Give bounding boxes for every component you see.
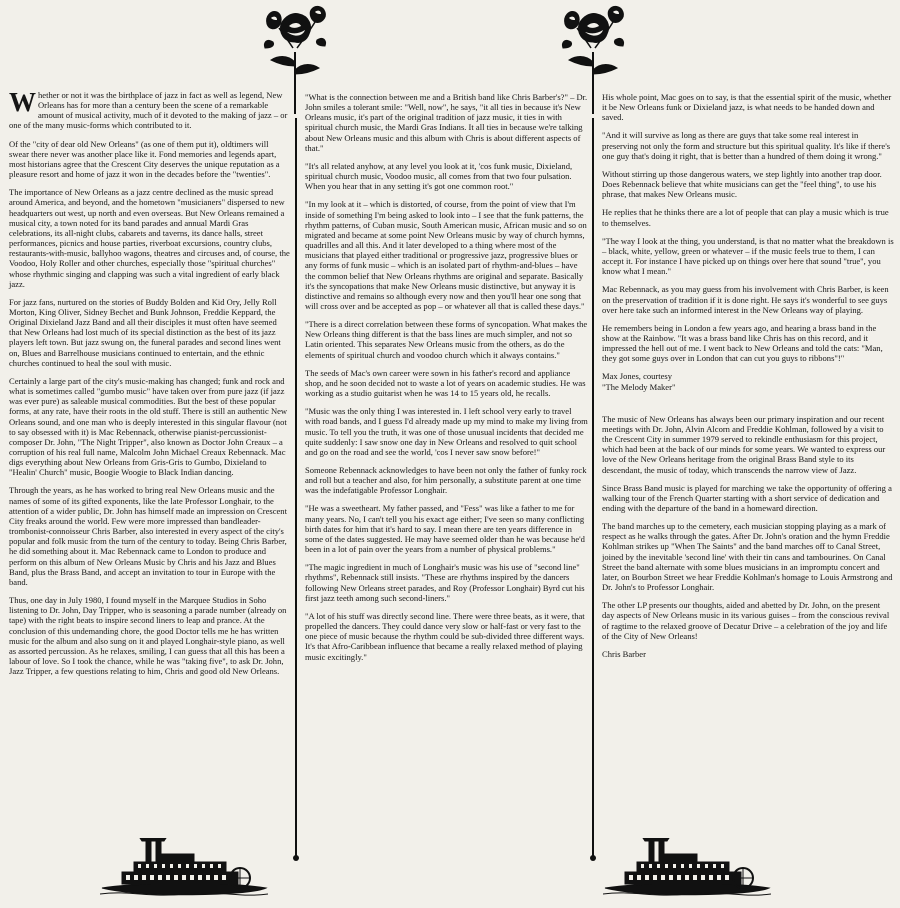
riverboat-icon (603, 838, 771, 900)
author-credit: Max Jones, courtesy "The Melody Maker" (602, 371, 676, 392)
paragraph: Through the years, as he has worked to bring real New Orleans music and the names of some of its gifted exponents, like the late Professor Longhair, to the attention of a wider public, Dr. John has himself made an impression on Crescent City freaks around the world. Few were more impressed than bandleader-trombonist-connoisseur Chris Barber, also interested in every aspect of the city's popular and folk music from the turn of the century to today. Being Chris Barber, he did something about it. Mac Rebennack came to London to produce and perform on this album of New Orleans Music by Chris and his Jazz and Blues Band, plus the Brass Band, and accept an invitation to tour in Europe with the band. (9, 485, 287, 587)
paragraph: Since Brass Band music is played for marching we take the opportunity of offering a walking tour of the French Quarter starting with a short service of dedication and ending with the departure of the band in a homeward direction. (602, 482, 892, 513)
paragraph: "In my look at it – which is distorted, of course, from the point of view that I'm inside of something I'm being asked to look into – I see that the funk patterns, the rhythm patterns, of Cuban music, South American music, African music and so on migrated and became at some point New Orleans music by way of church hymns, quadrilles and all this. And it later developed to a thing where most of the musicians that played either traditional or progressive jazz, progressive blues or any forms of funk music – which is an isolated part of rhythm-and-blues – have the common belief that New Orleans rhythms are original and separate. Basically it's the syncopations that make New Orleans music distinctive, but anyway it is distinctive and remains so although every now and then you'll hear one song that will cross over and be accepted as pop – or whatever all that is called these days." (305, 199, 587, 311)
paragraph: Without stirring up those dangerous waters, we step lightly into another trap door. Does Rebennack believe that white musicians can get the "feel thing", to use his phrase, that makes New Orleans music. (602, 168, 882, 200)
drop-cap: W (9, 87, 36, 117)
paragraph: Whether or not it was the birthplace of jazz in fact as well as legend, New Orleans has for more than a century been the scene of a remarkable amount of musical activity, much of it devoted to the making of jazz – or one of the many music-forms which contributed to it. (9, 87, 288, 131)
paragraph: The band marches up to the cemetery, each musician stopping playing as a mark of respect as he walks through the gates. After Dr. John's oration and the hymn Freddie Kohlman strikes up "When The Saints" and the band marches off to Canal Street, joined by the inevitable 'second line' with their tin cans and tambourines. On Canal Street the band alternate with some blues musicians in an impromptu concert and later, on Bourbon Street we hear Freddie Kohlman's homage to Louis Armstrong and Dr. John's to Professor Longhair. (602, 521, 893, 593)
text-column-2 (305, 92, 588, 670)
riverboat-icon (100, 838, 268, 900)
paragraph: "What is the connection between me and a British band like Chris Barber's?" – Dr. John smiles a tolerant smile: "Well, now", he says, "it all ties in because it's New Orleans music, it's part of the original tradition of jazz music, it ties in with spiritual church music, the Mardi Gras Indians. It all ties in because we're talking about New Orleans music and this album with Chris is about different aspects of that." (305, 92, 588, 153)
paragraph: "He was a sweetheart. My father passed, and "Fess" was like a father to me for many years. No, I can't tell you his exact age either; I've seen so many conflicting birth dates for him that it's hard to say. I mean there are ten years difference in some of the dates suggested. He may have seemed older than he was because he'd been in a lot of pain over the years from a number of physical problems." (305, 503, 585, 555)
paragraph: Thus, one day in July 1980, I found myself in the Marquee Studios in Soho listening to Dr. John, Day Tripper, who is seasoning a parade number (already on tape) with the right beats to inspire second liners to leap and prance. At the conclusion of this undemanding chore, the good Doctor tells me he has written music for the album and also sung on it and played Longhair-style piano, as well as assorted percussion. As he relaxes, smiling, I can guess that all this has been a labour of love. So I took the chance, while he was "taking five", to ask Dr. John, Jazz Tripper, a few questions relating to him, Chris and good old New Orleans. (9, 595, 287, 677)
paragraph: "And it will survive as long as there are guys that take some real interest in preserving not only the form and structure but this spiritual quality. It's like if there's one guy that's doing it right, that is better than a hundred of them doing it wrong." (602, 130, 891, 161)
paragraph: "There is a direct correlation between these forms of syncopation. What makes the New Orleans thing different is that the bass lines are much simpler, and not so Latin oriented. This separates New Orleans music from the others, as do the elements of spiritual church and voodoo church which it always contains." (305, 319, 588, 360)
paragraph: "The way I look at the thing, you understand, is that no matter what the breakdown is – black, white, yellow, green or whatever – if the music feels true to them, I can accept it. For instance I have picked up on things over here that sound "true", you know what I mean." (602, 235, 894, 277)
divider-end-dot (590, 855, 596, 861)
paragraph: Certainly a large part of the city's music-making has changed; funk and rock and what is sometimes called "gumbo music" have taken over from pure jazz (if jazz was ever pure) as saleable musical commodities. But the best of these popular forms, at any rate, have their roots in the old stuff. There is still an authentic New Orleans sound, and one man who is deeply interested in this singular flavour (not to say obsessed with it) is Mac Rebennack, otherwise pianist-percussionist-composer Dr. John, "The Night Tripper", also known as Doctor John Creaux – a corruption of his real full name, Malcolm John Michael Creaux Rebennack. Mac digs everything about New Orleans from Gris-Gris to Gumbo, Dixieland to "Healin' Church" music, Boogie Woogie to Black Indian dancing. (9, 375, 288, 478)
author-signature: Chris Barber (602, 648, 646, 659)
paragraph: The importance of New Orleans as a jazz centre declined as the music spread around America, and beyond, and the hometown "musicianers" dispersed to new headquarters out west, up north and even overseas. But New Orleans remained a musical city, a town noted for its band parades and annual Mardi Gras celebrations, its all-night clubs, cabarets and taverns, its dance halls, street performances, picnics and house parties, riverboat excursions, country clubs, restaurants-with-music, ballyhoo wagons, theatres and circuses and, of course, the Voodoo, Holy Roller and other churches, especially those "spiritual churches" whose rhythmic singing and clapping was such a vital ingredient of early black jazz. (9, 187, 290, 289)
paragraph: "Music was the only thing I was interested in. I left school very early to travel with road bands, and I guess I'd already made up my mind to make my living from music. To tell you the truth, it was one of those unusual incidents that decided me quite suddenly: I saw snow one day in New Orleans and resolved to quit school and go on the road and see the world, 'cos I never saw snow before!" (305, 406, 588, 457)
paragraph: The music of New Orleans has always been our primary inspiration and our recent meetings with Dr. John, Alvin Alcorn and Freddie Kohlman, followed by a visit to the Crescent City in summer 1979 served to rekindle enthusiasm for this project, which had been at the back of our minds for some years. We wanted to express our love of the New Orleans heritage from the original Brass Band style to its descendant, the music of today, which transcends the narrow view of Jazz. (602, 413, 886, 475)
divider-end-dot (293, 855, 299, 861)
paragraph: He replies that he thinks there are a lot of people that can play a music which is true to themselves. (602, 207, 889, 228)
column-divider (295, 118, 297, 858)
column-divider (592, 118, 594, 858)
paragraph: His whole point, Mac goes on to say, is that the essential spirit of the music, whether it be New Orleans funk or Dixieland jazz, is what needs to be handed down and saved. (602, 92, 892, 123)
paragraph: The seeds of Mac's own career were sown in his father's record and appliance shop, and he soon decided not to waste a lot of years on academic studies. He was working as a studio guitarist when he was 14 to 15 years old, he recalls. (305, 367, 586, 399)
text-column-3 (602, 92, 894, 667)
text-column-1 (9, 87, 290, 684)
paragraph: Of the "city of dear old New Orleans" (as one of them put it), oldtimers will swear there never was another place like it. Fond memories and legends apart, most historians agree that the Crescent City deserves the unique reputation as a pleasure resort and home of jazz it won in the decades before the "twenties". (9, 138, 280, 180)
paragraph: He remembers being in London a few years ago, and hearing a brass band in the show at the Rainbow. "It was a brass band like Chris has on this record, and it impressed the hell out of me. I went back to New Orleans and told the cats: "Man, they got some guys over in London that can cut you guys to ribbons"!" (602, 322, 883, 364)
paragraph: "It's all related anyhow, at any level you look at it, 'cos funk music, Dixieland, spiritual church music, Voodoo music, all comes from that two four pulsation. When you hear that in any setting it's got one common root." (305, 160, 573, 192)
paragraph: The other LP presents our thoughts, aided and abetted by Dr. John, on the present day aspects of New Orleans music in its various guises – from the conscious revival of ragtime to the relaxed groove of Decatur Drive – a celebration of the joy and life of the City of New Orleans! (602, 600, 890, 641)
paragraph: Someone Rebennack acknowledges to have been not only the father of funky rock and roll but a teacher and also, for him personally, a substitute parent at one time was the indefatigable Professor Longhair. (305, 465, 587, 496)
paragraph: "A lot of his stuff was directly second line. There were three beats, as it were, that propelled the dancers. They could dance very slow or half-fast or very fast to the one piece of music because the rhythm could be sub-divided three different ways. It's that Afro-Caribbean influence that became a really relaxed method of playing music excitingly." (305, 610, 585, 662)
paragraph: "The magic ingredient in much of Longhair's music was his use of "second line" rhythms", Rebennack still insists. "These are rhythms inspired by the dancers following New Orleans street parades, and Roy (Professor Longhair) Byrd cut his first jazz teeth among such second-liners." (305, 562, 585, 603)
paragraph: Mac Rebennack, as you may guess from his involvement with Chris Barber, is keen on the preservation of tradition if it is done right. He says it's wonderful to see guys over here take such an informed interest in the New Orleans way of playing. (602, 284, 889, 315)
paragraph: For jazz fans, nurtured on the stories of Buddy Bolden and Kid Ory, Jelly Roll Morton, King Oliver, Sidney Bechet and Bunk Johnson, Freddie Keppard, the Original Dixieland Jazz Band and all their disciples it must often have seemed that New Orleans had lost much of its special distinction as the best of its jazz players left town. But jazz swung on, the funeral parades and second lines went on, Blues and Barrelhouse musicians continued to entertain, and the ethnic churches continued to heal the soul with music. (9, 296, 281, 368)
